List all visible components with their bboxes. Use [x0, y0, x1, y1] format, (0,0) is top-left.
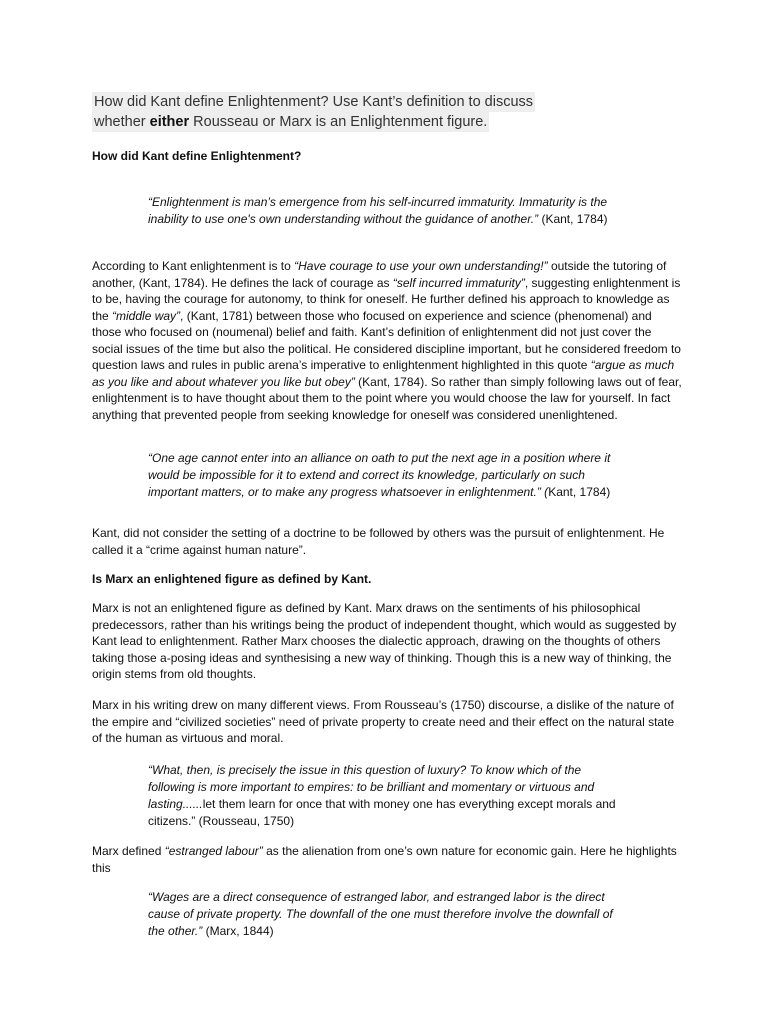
quote-citation: (Rousseau, 1750) — [195, 814, 295, 828]
inline-quote: “estranged labour” — [164, 844, 263, 858]
inline-quote: “argue as much as you like and about whatever you like but obey” — [92, 358, 675, 389]
quote-citation: Kant, 1784) — [548, 485, 611, 499]
paragraph-text: outside the tutoring of another, (Kant, 1784). He defines the lack of courage as — [92, 259, 667, 290]
paragraph-doctrine: Kant, did not consider the setting of a doctrine to be followed by others was the pursuit of enlightenment. He called it a “crime against human nature”. — [92, 526, 665, 557]
paragraph-text: Marx defined — [92, 844, 165, 858]
essay-question-line-2 — [92, 112, 489, 132]
quote-citation: (Marx, 1844) — [202, 924, 274, 938]
kant-quote-block — [148, 194, 618, 228]
paragraph-kant-definition — [92, 258, 682, 423]
paragraph-text: , suggesting enlightenment is to be, having the courage for autonomy, to think for oneself. He further defined his approach to knowledge as the — [92, 275, 681, 323]
paragraph-marx-rousseau: Marx in his writing drew on many different views. From Rousseau’s (1750) discourse, a dislike of the nature of the empire and “civilized societies” need of private property to create need and their effect on the natural state of the human as virtuous and moral. — [92, 698, 675, 745]
essay-question-text: whether — [94, 114, 150, 130]
rousseau-quote-block — [148, 762, 618, 830]
paragraph-text: (Kant, 1784). So rather than simply following laws out of fear, enlightenment is to have thought about them to the point where you would choose the law for yourself. In fact anything that prevented people from seeking knowledge for oneself was considered unenlightened. — [92, 374, 682, 422]
paragraph-text: as the alienation from one’s own nature for economic gain. Here he highlights this — [92, 844, 677, 875]
quote-text-continued: let them learn for once that with money one has everything except morals and citizens.” — [148, 797, 616, 828]
paragraph-text: According to Kant enlightenment is to — [92, 259, 295, 273]
section-heading-marx: Is Marx an enlightened figure as defined by Kant. — [92, 572, 372, 586]
inline-quote: “Have courage to use your own understanding!” — [294, 259, 548, 273]
essay-question-line-1: How did Kant define Enlightenment? Use Kant’s definition to discuss — [94, 94, 534, 110]
essay-question — [92, 92, 535, 132]
paragraph-text: , (Kant, 1781) between those who focused on experience and science (phenomenal) and those who focused on (noumenal) belief and faith. Kant’s definition of enlightenment did not just cover the social issues of the time but also the political. He considered discipline important, but he considered freedom to question laws and rules in public arena’s imperative to enlightenment highlighted in this quote — [92, 308, 681, 372]
inline-quote: “middle way” — [112, 308, 181, 323]
quote-text: “Wages are a direct consequence of estranged labor, and estranged labor is the direct cause of private property. The downfall of the one must therefore involve the downfall of the other.” — [148, 890, 613, 938]
inline-quote: “self incurred immaturity” — [392, 275, 525, 290]
paragraph-estranged-labour — [92, 843, 682, 876]
quote-citation: (Kant, 1784) — [538, 212, 608, 226]
kant-quote-block-2 — [148, 450, 618, 501]
paragraph-marx-dialectic: Marx is not an enlightened figure as defined by Kant. Marx draws on the sentiments of his philosophical predecessors, rather than his writings being the product of independent thought, which would as suggested by Kant lead to enlightenment. Rather Marx chooses the dialectic approach, drawing on the thoughts of others taking those a-posing ideas and synthesising a new way of thinking. Though this is a new way of thinking, the origin stems from old thoughts. — [92, 601, 677, 681]
essay-question-emphasis: either — [149, 114, 190, 130]
quote-text: “What, then, is precisely the issue in this question of luxury? To know which of the following is more important to empires: to be brilliant and momentary or virtuous and lasting...... — [148, 763, 595, 811]
section-heading-kant: How did Kant define Enlightenment? — [92, 149, 302, 163]
quote-text: “One age cannot enter into an alliance on oath to put the next age in a position where it would be impossible for it to extend and correct its knowledge, particularly on such important matters, or to make any progress whatsoever in enlightenment.” ( — [148, 451, 611, 499]
essay-question-text: Rousseau or Marx is an Enlightenment figure. — [189, 114, 488, 130]
marx-quote-block — [148, 889, 618, 940]
quote-text: “Enlightenment is man’s emergence from his self-incurred immaturity. Immaturity is the inability to use one's own understanding without the guidance of another.” — [148, 195, 608, 226]
